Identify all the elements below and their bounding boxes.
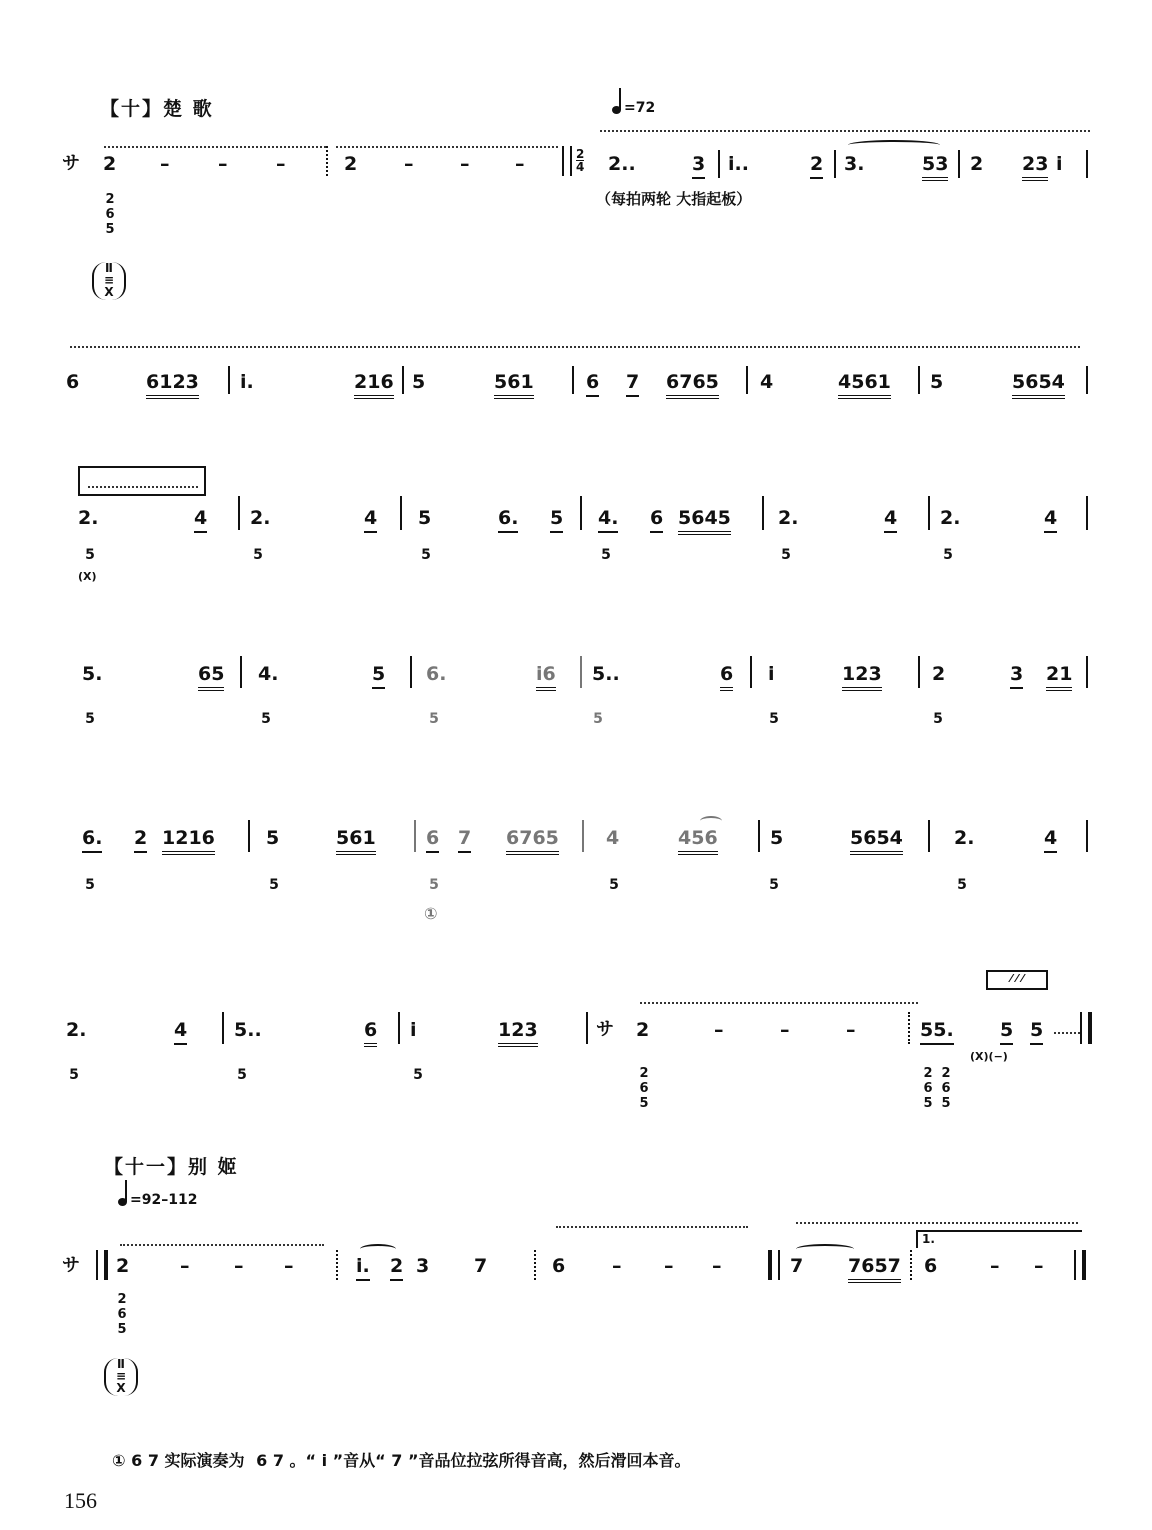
bass-chord: 2 6 5 [117,1292,127,1337]
bass-marker: (X) [78,570,97,583]
note: 3. [844,153,865,175]
note: 2 [103,153,117,175]
note: 5 [770,827,784,849]
page-number: 156 [64,1488,97,1513]
note: 4 [174,1018,187,1045]
bass-note: 5 [769,711,779,727]
bass-note: 5 [609,877,619,893]
note: 2 [932,663,946,685]
rest-dash: – [990,1255,1000,1277]
note: 5 [418,507,432,529]
note: 5 [1000,1018,1013,1045]
bass-note: 5 [237,1067,247,1083]
bass-note: 5 [421,547,431,563]
bass-note: 5 [781,547,791,563]
footnote: ① 6 7 实际演奏为 6 7 。“ i ”音从“ 7 ”音品位拉弦所得音高，然后滑回本音。 [112,1451,691,1470]
note: 7 [474,1255,488,1277]
note: 5 [412,371,426,393]
rest-dash: – [180,1255,190,1277]
quarter-note-icon [612,106,621,114]
rest-dash: – [276,153,286,175]
bass-marker: (X)(−) [970,1050,1008,1063]
note: 6 [552,1255,566,1277]
rest-dash: – [714,1019,724,1041]
note: 4. [598,506,618,533]
note: 5 [372,662,385,689]
note-group: i6 [536,662,556,691]
bass-chord: 2 6 5 [639,1066,649,1111]
staff-line-1 [0,147,1152,192]
note: i [768,663,775,685]
bass-note: 5 [429,877,439,893]
staff-line-3 [0,506,1152,546]
footnote-marker: ① [424,904,438,923]
note: 2. [66,1019,87,1041]
repeat-box [78,466,206,496]
note: i. [240,371,254,393]
free-meter-sign: サ [62,153,80,174]
note-group: 53 [922,152,948,181]
note: 3 [692,152,705,179]
note: 2 [970,153,984,175]
note: 2 [636,1019,650,1041]
note: 2.. [608,153,636,175]
note: 4 [606,827,620,849]
bass-note: 5 [413,1067,423,1083]
quarter-note-icon [118,1198,127,1206]
bass-note: 5 [429,711,439,727]
note: 7 [790,1255,804,1277]
note: 2 [134,826,147,853]
staff-line-7 [0,1232,1152,1294]
note-group: 6765 [506,826,559,855]
staff-line-5 [0,826,1152,866]
note: 2 [116,1255,130,1277]
note-group: 5654 [1012,370,1065,399]
note-group: 23 [1022,152,1048,181]
note: 6. [426,663,447,685]
bass-note: 5 [85,547,95,563]
section-title-11: 【十一】别 姬 [104,1156,239,1178]
staff-line-2 [0,370,1152,410]
note: 6 [924,1255,938,1277]
bass-note: 5 [261,711,271,727]
rest-dash: – [712,1255,722,1277]
note: 7 [458,826,471,853]
rest-dash: – [664,1255,674,1277]
tempo-marking-11: =92–112 [118,1192,197,1208]
bass-note: 5 [957,877,967,893]
rest-dash: – [780,1019,790,1041]
note: 5 [930,371,944,393]
note: 6. [82,826,102,853]
rest-dash: – [460,153,470,175]
note-group: 123 [498,1018,538,1047]
note-group: 561 [494,370,534,399]
note-group: 456 [678,826,718,855]
bass-chord: 2 6 5 [923,1066,933,1111]
note-group: 1216 [162,826,215,855]
note: 4 [1044,506,1057,533]
rest-dash: – [515,153,525,175]
note-group: 21 [1046,662,1072,691]
bass-note: 5 [769,877,779,893]
note: 6 [720,662,733,691]
note: 4 [760,371,774,393]
rest-dash: – [234,1255,244,1277]
note: 5 [550,506,563,533]
bass-note: 5 [85,711,95,727]
note: 2. [778,507,799,529]
note-group: 6765 [666,370,719,399]
note: 5. [82,663,103,685]
note: 4 [194,506,207,533]
tempo-marking-10: =72 [612,100,655,116]
note: 5 [266,827,280,849]
note: 6 [426,826,439,853]
free-meter-sign: サ [62,1255,80,1276]
note: i [1056,153,1063,175]
note: 6 [586,370,599,397]
note: 2. [250,507,271,529]
note: 4. [258,663,279,685]
note: i. [356,1254,370,1281]
note: 3 [1010,662,1023,689]
bass-note: 5 [253,547,263,563]
free-meter-sign: サ [596,1019,614,1040]
section-title-10: 【十】楚 歌 [100,98,214,120]
note: 2. [954,827,975,849]
bass-note: 5 [933,711,943,727]
note: 2 [344,153,358,175]
note: i.. [728,153,749,175]
note: 2 [390,1254,403,1281]
rest-dash: – [284,1255,294,1277]
rest-dash: – [612,1255,622,1277]
staff-line-4 [0,662,1152,702]
note: 4 [884,506,897,533]
bass-note: 5 [269,877,279,893]
note: 5.. [234,1019,262,1041]
note-group: 4561 [838,370,891,399]
time-signature: 2 4 [576,147,585,174]
rest-dash: – [218,153,228,175]
note-group: 5645 [678,506,731,535]
note: 4 [364,506,377,533]
volta-label: 1. [916,1230,1082,1248]
note-group: 5654 [850,826,903,855]
performance-instruction: （每拍两轮 大指起板） [596,190,752,208]
bass-chord: 2 6 5 [105,192,115,237]
note: 6 [364,1018,377,1047]
note: 6. [498,506,518,533]
bass-note: 5 [69,1067,79,1083]
rest-dash: – [846,1019,856,1041]
note: 6 [650,506,663,533]
bass-note: 5 [85,877,95,893]
note-group: 6123 [146,370,199,399]
note: 2 [810,152,823,179]
rest-dash: – [404,153,414,175]
note-group: 561 [336,826,376,855]
note: 2. [940,507,961,529]
note: 6 [66,371,80,393]
note-group: 7657 [848,1254,901,1283]
note-group: 216 [354,370,394,399]
harmonic-box: ⁄ ⁄ ⁄ [986,970,1048,990]
note-group: 123 [842,662,882,691]
note: 7 [626,370,639,397]
bass-note: 5 [593,711,603,727]
note-group: 55. [920,1018,954,1045]
bracket-symbol: Ⅱ ≡ X [92,262,126,300]
note: 4 [1044,826,1057,853]
note: 5 [1030,1018,1043,1045]
bass-note: 5 [601,547,611,563]
note: 5.. [592,663,620,685]
bass-chord: 2 6 5 [941,1066,951,1111]
rest-dash: – [160,153,170,175]
bass-note: 5 [943,547,953,563]
note: 2. [78,507,99,529]
note-group: 65 [198,662,224,691]
note: 3 [416,1255,430,1277]
note: i [410,1019,417,1041]
bracket-symbol: Ⅱ ≡ X [104,1358,138,1396]
rest-dash: – [1034,1255,1044,1277]
